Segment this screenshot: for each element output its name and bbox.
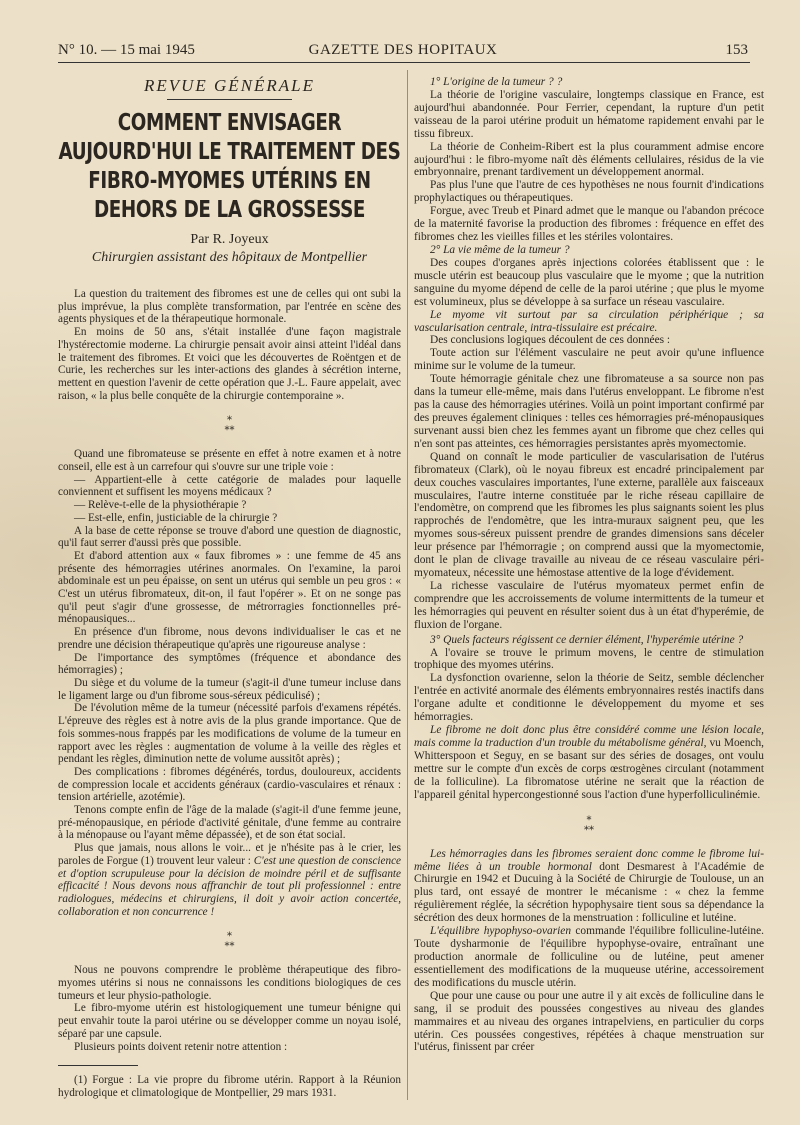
paragraph: A l'ovaire se trouve le primum movens, le centre de stimulation trophique des myomes utérins. — [414, 646, 764, 672]
paragraph: Nous ne pouvons comprendre le problème thérapeutique des fibro-myomes utérins si nous ne connaissons les conditions biologiques de ces tumeurs et leur physio-pathologie. — [58, 964, 401, 1002]
body-text: commande l'équilibre folliculine-lutéine. Toute dysharmonie de l'équilibre hypophyse-ovaire, entraînant une production anormale de folliculine ou de lutéine, peut amener essentiellement des modifications de la muqueuse utérine, accessoirement des modifications du muscle utérin. — [414, 925, 764, 989]
subheading: 1° L'origine de la tumeur ? ? — [430, 76, 563, 88]
journal-name: GAZETTE DES HOPITAUX — [308, 42, 498, 58]
paragraph — [414, 724, 764, 802]
paragraph: La théorie de Conheim-Ribert est la plus couramment admise encore aujourd'hui : le fibro-myome naît dès éléments cellulaires, résidus de la vie embryonnaire, prenant tardivement un développement anormal. — [414, 140, 764, 179]
paragraph: La théorie de l'origine vasculaire, longtemps classique en France, est aujourd'hui abandonnée. Pour Ferrier, cependant, la rupture d'un petit vaisseau de la paroi utérine produit un hématome rapidement envahi par le tissu fibreux. — [414, 88, 764, 140]
paragraph: En présence d'un fibrome, nous devons individualiser le cas et ne prendre une décision thérapeutique qu'après une rigoureuse analyse : — [58, 626, 401, 651]
paragraph: La question du traitement des fibromes est une de celles qui ont subi la plus imprévue, la plus complète transformation, par l'entrée en scène des agents physiques et de la thérapeutique hormonale. — [58, 288, 401, 326]
paragraph: Des complications : fibromes dégénérés, tordus, douloureux, accidents de compression locale et accidents généraux (cardio-vasculaires et rénaux : tension artérielle, azotémie). — [58, 765, 401, 804]
paragraph: Le fibro-myome utérin est histologiquement une tumeur bénigne qui peut envahir toute la paroi utérine ou se développer comme un noyau isolé, séparé par une capsule. — [58, 1002, 401, 1040]
paragraph: Que pour une cause ou pour une autre il y ait excès de folliculine dans le sang, il se produit des poussées congestives au niveau des glandes mammaires et au niveau des organes intrapelviens, en particulier du corps utérin. Ces poussées congestives, répétées à chaque menstruation sur l'utérus, finissent par créer — [414, 989, 764, 1054]
separator-stars: * ** — [224, 931, 235, 953]
page-header — [58, 42, 748, 62]
paragraph: Quand on connaît le mode particulier de vascularisation de l'utérus fibromateux (Clark), où le noyau fibreux est encadré principalement par deux couches vasculaires importantes, l'une externe, parallèle aux faisceaux musculaires, l'autre interne constituée par le riche réseau capillaire de l'endomètre, on comprend que les fibromes les plus saignants soient les plus rapprochés de l'endomètre, que les intra-muraux saignent peu, que les myomes sous-séreux puissent prendre de grandes dimensions sans déceler leur présence par l'hémorragie ; on comprend aussi que la myomectomie, dont le plan de clivage travaille au niveau de ce réseau vasculaire péri-myomateux, nécessite une hémostase attentive de la loge d'évidement. — [414, 450, 764, 580]
issue-date: N° 10. — 15 mai 1945 — [58, 42, 195, 58]
paragraph: A la base de cette réponse se trouve d'abord une question de diagnostic, qu'il faut serrer d'aussi près que possible. — [58, 524, 401, 550]
italic-text: Le fibrome ne doit donc plus être considéré comme une lésion locale, mais comme la traduction d'un trouble du métabolisme général, — [414, 724, 764, 750]
section-underline — [167, 99, 292, 100]
body-text: dont Desmarest à l'Académie de Chirurgie en 1942 et Ducuing à la Société de Chirurgie de Toulouse, un an plus tard, ont essayé de montrer le mécanisme : « chez la femme régulièrement réglée, la sécrétion hypophysaire tient sous sa dépendance la sécrétion des deux hormones de la menstruation : folliculine et lutéine. — [414, 860, 764, 925]
author: Par R. Joyeux — [190, 232, 269, 247]
paragraph: Des coupes d'organes après injections colorées établissent que : le muscle utérin est beaucoup plus vasculaire que le myome ; que la nutrition sanguine du myome dépend de celle de la paroi utérine ; que plus le myome est volumineux, plus se développe à sa surface un réseau vasculaire. — [414, 256, 764, 308]
paragraph: La dysfonction ovarienne, selon la théorie de Seitz, semble déclencher l'entrée en activité anormale des éléments embryonnaires restés inactifs dans l'organe adulte et conditionne le développement du myome et ses hémorragies. — [414, 672, 764, 724]
list-item: — Relève-t-elle de la physiothérapie ? — [74, 499, 247, 512]
paragraph: Des conclusions logiques découlent de ces données : — [430, 334, 671, 347]
paragraph: Plusieurs points doivent retenir notre attention : — [74, 1040, 288, 1053]
paragraph: Quand une fibromateuse se présente en effet à notre examen et à notre conseil, elle est à un carrefour qui s'ouvre sur une triple voie : — [58, 448, 401, 474]
paragraph: La richesse vasculaire de l'utérus myomateux permet enfin de comprendre que les accroissements de volume intermittents de la tumeur et les hémorragies qui peuvent en résulter soient dus à un état d'hyperémie, de fluxion de l'organe. — [414, 579, 764, 631]
paragraph: De l'importance des symptômes (fréquence et abondance des hémorragies) ; — [58, 651, 401, 677]
paragraph: De l'évolution même de la tumeur (nécessité parfois d'examens répétés. L'épreuve des règles est à notre avis de la plus grande importance. Que de fois sommes-nous frappés par les modifications de volume de la tumeur en rapport avec les règles : augmentation de volume à la veille des règles et pendant les règles, diminution nette de volume aussitôt après) ; — [58, 702, 401, 766]
author-role: Chirurgien assistant des hôpitaux de Montpellier — [91, 250, 368, 265]
separator-stars: * ** — [584, 814, 594, 836]
paragraph: Toute hémorragie génitale chez une fibromateuse a sa source non pas dans la tumeur elle-même, mais dans l'utérus enveloppant. Le fibrome n'est pas la cause des hémorragies utérines. Voilà un point important confirmé par des preuves également cliniques : telles ces hémorragies pré-ménopausiques survenant aussi bien chez les femmes ayant un fibrome que chez celles qui n'en sont pas atteintes, ces hémorragies persistantes après myomectomie. — [414, 373, 764, 450]
body-text: vu Moench, Whitterspoon et Seguy, en se basant sur des séries de dosages, ont voulu mettre sur le compte d'un excès de corps œstrogènes circulant (notamment de la folliculine). La fibromatose utérine ne serait que la réaction de l'appareil génital hypercongestionné sous l'action d'une hyperfolliculinémie. — [414, 737, 764, 801]
forgue-quote: C'est une question de conscience et d'option scrupuleuse pour la décision de moindre péril et de suffisante efficacité ! Nous devons nous affranchir de tout pli professionnel : entre radiologues, médecins et chirurgiens, il doit y avoir action concertée, collaboration et non concurrence ! — [58, 854, 402, 918]
page-number: 153 — [725, 42, 748, 58]
paragraph: Pas plus l'une que l'autre de ces hypothèses ne nous fournit d'indications prophylactiques ou thérapeutiques. — [414, 179, 764, 205]
paragraph: Le myome vit surtout par sa circulation périphérique ; sa vascularisation centrale, intra-tissulaire est précaire. — [414, 308, 764, 334]
paragraph: Du siège et du volume de la tumeur (s'agit-il d'une tumeur incluse dans le ligament large ou d'un fibrome sous-séreux pédiculisé) ; — [58, 676, 401, 702]
paragraph: Toute action sur l'élément vasculaire ne peut avoir qu'une influence minime sur le volume de la tumeur. — [414, 347, 764, 373]
paragraph: Forgue, avec Treub et Pinard admet que le manque ou l'abandon précoce de la maternité favorise la production des fibromes : fréquence en effet des fibromes chez les vieilles filles et les stériles volontaires. — [414, 205, 764, 244]
paragraph — [414, 925, 764, 990]
header-rule — [58, 62, 750, 63]
paragraph: Tenons compte enfin de l'âge de la malade (s'agit-il d'une femme jeune, pré-ménopausique, en période d'activité génitale, d'une femme au contraire à la ménopause ou l'ayant même dépassée), et de son état social. — [58, 804, 401, 842]
list-item: — Est-elle, enfin, justiciable de la chirurgie ? — [74, 511, 278, 524]
paragraph: En moins de 50 ans, s'était installée d'une façon magistrale l'hystérectomie moderne. La chirurgie pensait avoir ainsi atteint l'idéal dans le traitement des fibromes. Et voici que les découvertes de Roëntgen et de Curie, les recherches sur les inter-actions des glandes à sécrétion interne, mettent en question l'avenir de cette opération que J.-L. Faure appelait, avec raison, « la plus belle conquête de la chirurgie contemporaine ». — [58, 326, 401, 402]
paragraph: Et d'abord attention aux « faux fibromes » : une femme de 45 ans présente des hémorragies utérines anormales. On l'examine, la paroi abdominale est un peu épaisse, on sent un utérus qui semble un peu gros : « C'est un utérus fibromateux, dit-on, il faut l'opérer ». Et on ne songe pas qu'il peut s'agir d'une grossesse, de métrorragies fonctionnelles pré-ménopausiques... — [58, 549, 401, 626]
separator-stars: * ** — [224, 415, 235, 437]
left-column — [58, 76, 401, 1100]
subheading: 3° Quels facteurs régissent ce dernier élément, l'hyperémie utérine ? — [430, 633, 744, 646]
paragraph — [58, 842, 401, 918]
article-title: COMMENT ENVISAGER AUJOURD'HUI LE TRAITEMENT DES FIBRO-MYOMES UTÉRINS EN DEHORS DE LA GROSSESSE — [58, 108, 401, 223]
italic-text: Les hémorragies dans les fibromes seraient donc comme le fibrome lui-même liées à un trouble hormonal — [414, 847, 764, 873]
footnote: (1) Forgue : La vie propre du fibrome utérin. Rapport à la Réunion hydrologique et climatologique de Montpellier, 29 mars 1931. — [58, 1074, 401, 1099]
subheading: 2° La vie même de la tumeur ? — [430, 243, 570, 256]
list-item: — Appartient-elle à cette catégorie de malades pour laquelle conviennent et suffisent les moyens médicaux ? — [58, 473, 401, 499]
column-divider — [407, 70, 408, 1100]
forgue-text: Plus que jamais, nous allons le voir... et je n'hésite pas à le crier, les paroles de Forgue (1) trouvent leur valeur : — [58, 842, 401, 867]
footnote-rule — [58, 1065, 138, 1066]
section-title: REVUE GÉNÉRALE — [143, 76, 316, 95]
italic-text: L'équilibre hypophyso-ovarien — [430, 925, 572, 938]
right-column — [414, 76, 764, 1054]
paragraph — [414, 848, 764, 926]
